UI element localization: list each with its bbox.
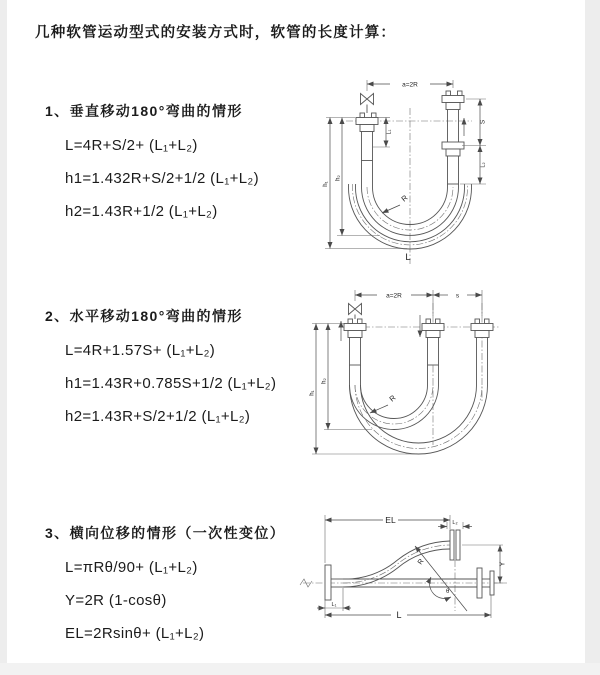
- top-flange: [450, 530, 460, 560]
- section-3-formulas: [65, 551, 285, 650]
- dim-label-length: L: [396, 610, 402, 620]
- dim-label-h2: h₂: [321, 378, 328, 384]
- angle-label: θ: [446, 589, 450, 595]
- right-flange-lower: [442, 142, 464, 156]
- dimension-stroke-chain: [460, 99, 487, 184]
- dim-label-el: EL: [385, 514, 396, 525]
- length-label: L: [405, 252, 411, 263]
- left-leg: [350, 365, 361, 385]
- dimension-l2: [438, 520, 472, 529]
- radius-label: R: [387, 393, 398, 404]
- radius-callout: [370, 393, 398, 413]
- radius-label: R: [416, 557, 426, 567]
- right-flange-upper: [442, 91, 464, 110]
- dim-label-l2: L₂: [480, 162, 487, 168]
- hose-arcs: [350, 385, 488, 454]
- braid-section: [448, 156, 459, 184]
- section-3-heading: 3、横向位移的情形（一次性变位）: [45, 525, 286, 541]
- dimension-length: [325, 595, 491, 620]
- left-fitting: [325, 565, 343, 600]
- left-flange: [356, 113, 378, 132]
- section-1-formulas: [65, 129, 259, 228]
- dim-label-h1: h₁: [323, 181, 329, 187]
- braid-section: [428, 338, 439, 366]
- diagram-vertical-bend: [310, 72, 600, 272]
- dim-label-stroke: S: [479, 119, 487, 125]
- formula-line: h2=1.43R+1/2 (L₁+L₂): [65, 203, 218, 220]
- formula-line: h1=1.432R+S/2+1/2 (L₁+L₂): [65, 170, 259, 187]
- formula-line: EL=2Rsinθ+ (L₁+L₂): [65, 625, 205, 642]
- radius-label: R: [399, 193, 410, 204]
- page-edge-bottom: [0, 663, 600, 675]
- dim-label-span: a=2R: [386, 292, 402, 300]
- dimension-span: [367, 80, 453, 91]
- formula-line: L=4R+S/2+ (L₁+L₂): [65, 137, 198, 154]
- right-fitting: [477, 568, 494, 598]
- section-lateral-displacement: [45, 523, 285, 650]
- diagram-lateral-displacement: [295, 505, 600, 645]
- dimension-heights: [310, 324, 417, 455]
- dimension-y: [462, 545, 507, 583]
- section-vertical-bend: [45, 101, 259, 228]
- section-1-heading: 1、垂直移动180°弯曲的情形: [45, 103, 243, 119]
- dim-label-l2: L₂: [452, 520, 458, 527]
- valve-icon: [361, 94, 374, 114]
- section-horizontal-bend: [45, 306, 276, 433]
- s-curve-hose: [343, 541, 450, 587]
- valve-icon: [349, 304, 362, 320]
- diagram-horizontal-bend: [308, 283, 600, 468]
- section-2-formulas: [65, 334, 276, 433]
- section-2-heading: 2、水平移动180°弯曲的情形: [45, 308, 243, 324]
- dimension-l1: [317, 588, 351, 611]
- angle-callout: [430, 577, 451, 598]
- dim-label-h1: h₁: [309, 390, 316, 396]
- braid-section: [362, 132, 373, 161]
- dim-label-span: a=2R: [402, 81, 418, 89]
- formula-line: Y=2R (1-cosθ): [65, 592, 167, 609]
- dim-label-l1: L₁: [386, 129, 393, 135]
- dim-label-shift: s: [455, 292, 460, 300]
- right-leg-stem: [448, 110, 459, 143]
- dimension-span: [355, 290, 482, 316]
- radius-callout: [382, 193, 410, 213]
- formula-line: h2=1.43R+S/2+1/2 (L₁+L₂): [65, 408, 251, 425]
- dim-label-h2: h₂: [335, 175, 342, 181]
- dim-label-l1: L₁: [331, 601, 337, 608]
- break-mark: [300, 579, 312, 587]
- page-edge-left: [0, 0, 7, 675]
- page-title: 几种软管运动型式的安装方式时，软管的长度计算：: [35, 25, 397, 41]
- formula-line: L=πRθ/90+ (L₁+L₂): [65, 559, 198, 576]
- dim-label-y: Y: [499, 561, 507, 567]
- formula-line: h1=1.43R+0.785S+1/2 (L₁+L₂): [65, 375, 277, 392]
- dimension-el: [325, 515, 450, 563]
- left-leg: [362, 161, 373, 188]
- formula-line: L=4R+1.57S+ (L₁+L₂): [65, 342, 216, 359]
- braid-section: [350, 338, 361, 366]
- left-flange: [344, 319, 366, 338]
